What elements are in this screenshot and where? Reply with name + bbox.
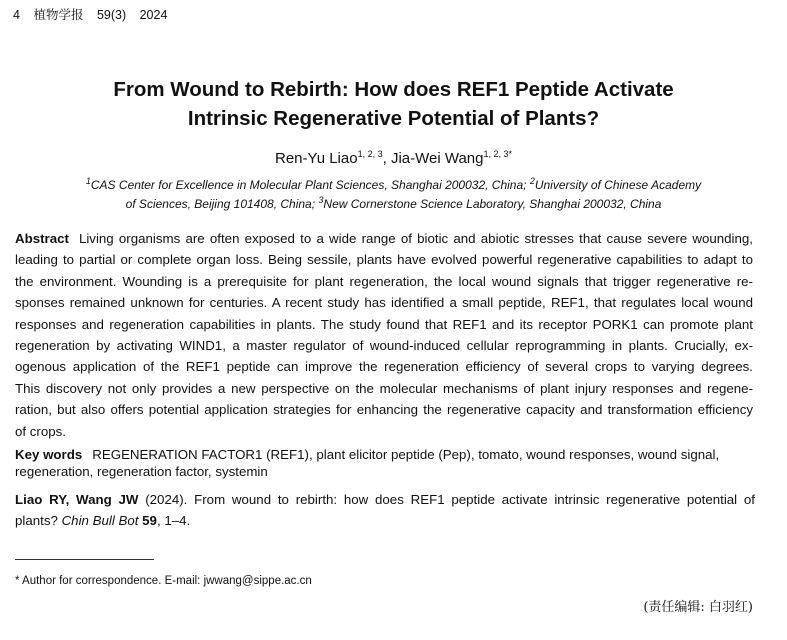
abstract-line: This discovery not only provides a new perspective on the molecular mechanisms of plant injury responses and regene-	[15, 380, 753, 396]
abstract-line: sponses remained unknown for centuries. A recent study has identified a small peptide, REF1, that regulates local wound	[15, 295, 753, 311]
affil-text: New Cornerstone Science Laboratory, Shanghai 200032, China	[323, 197, 662, 211]
correspondence-footnote: * Author for correspondence. E-mail: jwwang@sippe.ac.cn	[15, 575, 312, 587]
page-number: 4	[13, 8, 20, 22]
title-line-1: From Wound to Rebirth: How does REF1 Peptide Activate	[113, 78, 674, 101]
abstract-line: of crops.	[15, 423, 66, 439]
abstract-line	[15, 228, 753, 249]
citation-pages: , 1–4.	[156, 513, 191, 528]
affiliations	[0, 176, 787, 214]
citation-title: (2024). From wound to rebirth: how does REF1 peptide activate intrinsic regenerative potential of	[138, 492, 755, 507]
citation-volume: 59	[142, 513, 157, 528]
citation-title-end: plants?	[15, 513, 62, 528]
abstract-label: Abstract	[15, 231, 69, 246]
author-name: Ren-Yu Liao	[275, 150, 358, 167]
abstract-line: ogenous application of the REF1 peptide can improve the regeneration efficiency of several crops to varying degrees.	[15, 359, 753, 375]
abstract-line: regeneration by activating WIND1, a master regulator of wound-induced cellular reprogramming in plants. Crucially, ex-	[15, 338, 753, 354]
abstract-text: Living organisms are often exposed to a wide range of biotic and abiotic stresses that cause severe wounding,	[78, 231, 753, 246]
title-line-2: Intrinsic Regenerative Potential of Plants?	[187, 107, 600, 130]
affil-text: University of Chinese Academy	[534, 178, 702, 192]
journal-name: 植物学报	[33, 8, 84, 22]
abstract-line: leading to partial or complete organ loss. Being sessile, plants have evolved powerful regenerative capabilities to adapt to	[15, 252, 753, 268]
abstract-line: responses and regeneration capabilities in plants. The study found that REF1 and its receptor PORK1 can promote plant	[15, 316, 753, 332]
citation-journal: Chin Bull Bot	[61, 513, 139, 528]
abstract	[15, 228, 753, 442]
author-affil-sup: 1, 2, 3	[357, 149, 383, 159]
affil-sup: 3	[318, 195, 324, 205]
keywords-line-1	[15, 446, 755, 463]
affil-text: CAS Center for Excellence in Molecular Plant Sciences, Shanghai 200032, China;	[90, 178, 530, 192]
article-title	[0, 75, 787, 133]
citation	[15, 489, 755, 531]
editor-note: (责任编辑: 白羽红)	[643, 600, 753, 615]
running-header	[13, 5, 177, 23]
keywords-text: REGENERATION FACTOR1 (REF1), plant elicitor peptide (Pep), tomato, wound responses, wound signal,	[92, 447, 720, 462]
footnote-divider	[15, 559, 154, 560]
affiliation-line-1	[0, 176, 787, 195]
author-affil-sup: 1, 2, 3*	[483, 149, 512, 159]
author-list: Ren-Yu Liao$^{1, 2, 3}$, Jia-Wei Wang$^{1, 2, 3*}$	[275, 149, 512, 167]
year: 2024	[139, 8, 168, 22]
abstract-line: the environment. Wounding is a prerequisite for plant regeneration, the local wound signals that trigger regenerative re-	[15, 273, 753, 289]
abstract-line: ration, but also offers potential application strategies for enhancing the regenerative capacity and transformation efficiency	[15, 402, 753, 418]
keywords-line-2: regeneration, regeneration factor, systemin	[15, 464, 268, 479]
author-name: Jia-Wei Wang	[390, 150, 484, 167]
citation-authors: Liao RY, Wang JW	[15, 492, 139, 507]
affil-sup: 1	[85, 176, 91, 186]
affil-sup: 2	[529, 176, 535, 186]
citation-line-1	[15, 489, 755, 510]
volume-issue: 59(3)	[96, 8, 127, 22]
affiliation-line-2	[0, 195, 787, 214]
keywords-label: Key words	[15, 447, 83, 462]
citation-line-2	[15, 510, 755, 531]
keywords	[15, 446, 755, 480]
affil-text: of Sciences, Beijing 101408, China;	[125, 197, 319, 211]
